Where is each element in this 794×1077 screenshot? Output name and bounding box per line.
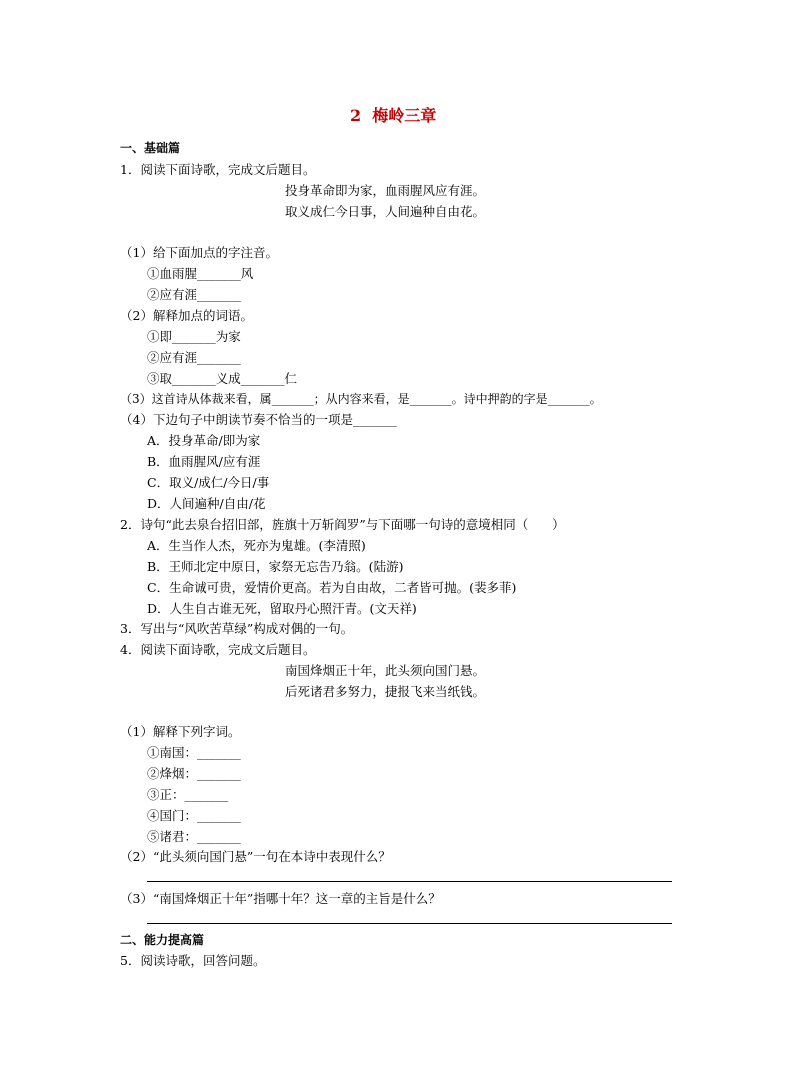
q1-poem-line-1: 投身革命即为家，血雨腥风应有涯。: [285, 183, 486, 198]
q1-stem: 1．阅读下面诗歌，完成文后题目。: [120, 162, 316, 177]
answer-line[interactable]: [147, 881, 672, 882]
q2-option-c: C．生命诚可贵，爱情价更高。若为自由故，二者皆可抛。(裴多菲): [147, 580, 517, 595]
q4-part1-item: ②烽烟：_______: [147, 766, 241, 781]
q2-stem: 2．诗句“此去泉台招旧部，旌旗十万斩阎罗”与下面哪一句诗的意境相同（ ）: [120, 517, 565, 532]
q4-part1-item: ④国门：_______: [147, 808, 241, 823]
q1-part4-option-d: D．人间遍种/自由/花: [147, 496, 266, 511]
q4-part1-item: ⑤诸君：_______: [147, 829, 241, 844]
q1-part4-option-c: C．取义/成仁/今日/事: [147, 475, 270, 490]
q1-part1-prompt: （1）给下面加点的字注音。: [120, 245, 278, 260]
q2-option-a: A．生当作人杰，死亦为鬼雄。(李清照): [147, 538, 366, 553]
q4-part1-prompt: （1）解释下列字词。: [120, 724, 241, 739]
answer-line[interactable]: [147, 923, 672, 924]
q4-part2-prompt: （2）“此头须向国门悬”一句在本诗中表现什么？: [120, 849, 391, 864]
q2-option-b: B．王师北定中原日，家祭无忘告乃翁。(陆游): [147, 559, 404, 574]
q4-part1-item: ①南国：_______: [147, 745, 241, 760]
q1-poem-line-2: 取义成仁今日事，人间遍种自由花。: [285, 204, 486, 219]
q1-part1-item-b: ②应有涯_______: [147, 287, 241, 302]
q1-part2-item-c: ③取_______义成_______仁: [147, 371, 298, 386]
q1-part2-item-a: ①即_______为家: [147, 329, 241, 344]
q1-part1-item-a: ①血雨腥_______风: [147, 266, 254, 281]
section-heading-advanced: 二、能力提高篇: [120, 933, 205, 947]
q1-part4-prompt: （4）下边句子中朗读节奏不恰当的一项是_______: [120, 412, 397, 427]
q4-part3-prompt: （3）“南国烽烟正十年”指哪十年？这一章的主旨是什么？: [120, 891, 441, 906]
q4-poem-line-1: 南国烽烟正十年，此头须向国门悬。: [285, 663, 486, 678]
q4-poem-line-2: 后死诸君多努力，捷报飞来当纸钱。: [285, 684, 486, 699]
q4-part1-item: ③正：_______: [147, 787, 229, 802]
q1-part4-option-b: B．血雨腥风/应有涯: [147, 454, 261, 469]
q1-part3-prompt: （3）这首诗从体裁来看，属_______；从内容来看，是_______。诗中押韵的字是_______。: [120, 392, 602, 406]
q2-option-d: D．人生自古谁无死，留取丹心照汗青。(文天祥): [147, 601, 417, 616]
q1-part4-option-a: A．投身革命/即为家: [147, 433, 261, 448]
section-heading-basic: 一、基础篇: [120, 141, 181, 155]
q4-stem: 4．阅读下面诗歌，完成文后题目。: [120, 642, 316, 657]
page-title: 2 梅岭三章: [350, 106, 437, 125]
q5-stem: 5．阅读诗歌，回答问题。: [120, 953, 266, 968]
q3-stem: 3．写出与“风吹苦草绿”构成对偶的一句。: [120, 621, 354, 636]
q1-part2-item-b: ②应有涯_______: [147, 350, 241, 365]
q1-part2-prompt: （2）解释加点的词语。: [120, 308, 253, 323]
